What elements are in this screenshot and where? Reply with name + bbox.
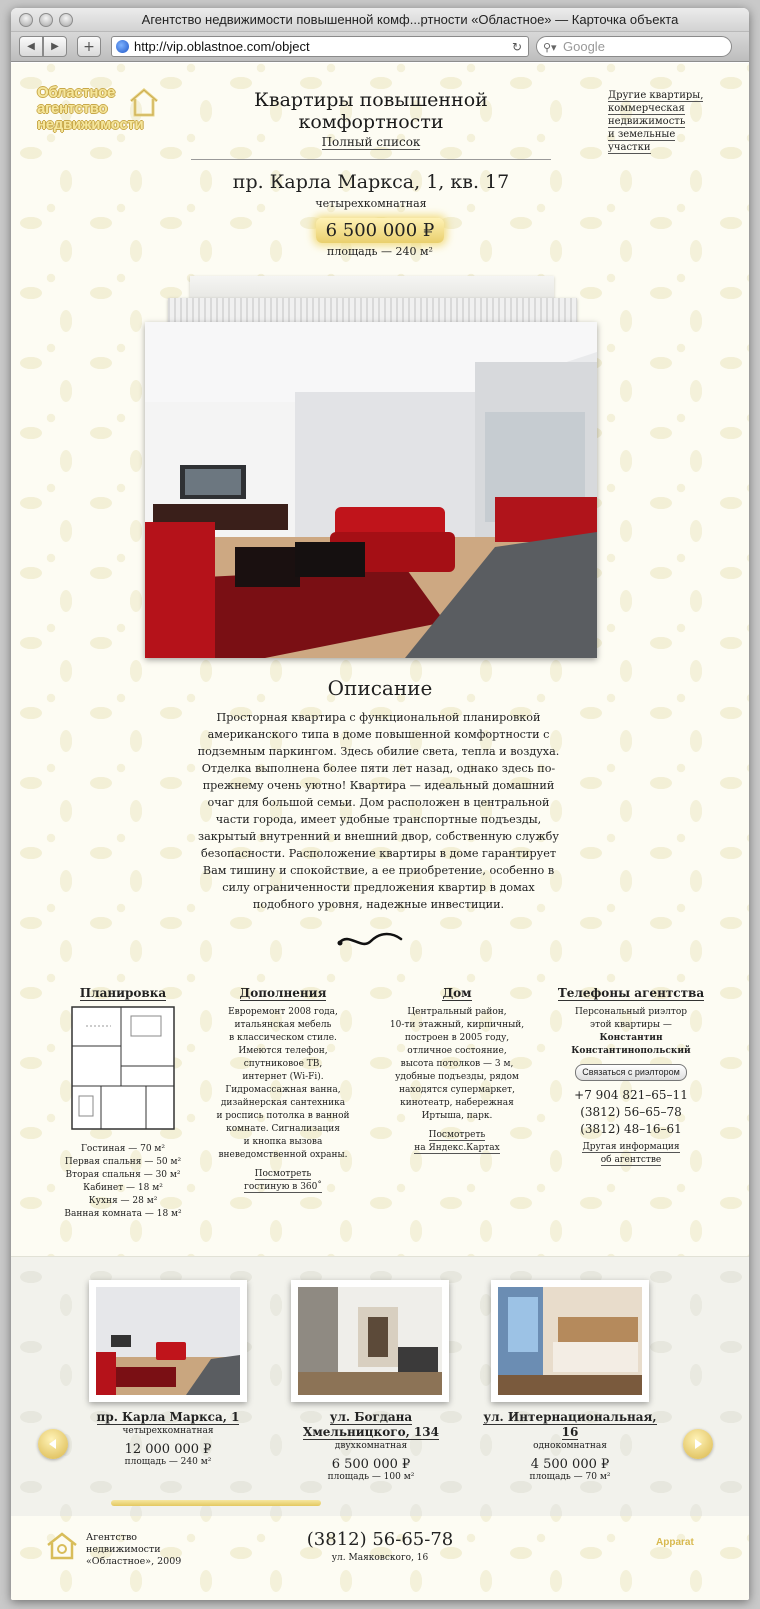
back-button[interactable] bbox=[19, 36, 43, 57]
yandex-maps-link[interactable] bbox=[377, 1129, 537, 1155]
main-photo[interactable] bbox=[145, 322, 597, 658]
footer-phone: (3812) 56-65-78 bbox=[306, 1529, 454, 1550]
living-room-image bbox=[145, 322, 597, 658]
reload-icon[interactable]: ↻ bbox=[511, 40, 522, 54]
description-title: Описание bbox=[327, 676, 433, 700]
browser-window bbox=[11, 8, 749, 1600]
url-text: http://vip.oblastnoe.com/object bbox=[134, 39, 310, 54]
phone-number: (3812) 56–65–78 bbox=[580, 1105, 682, 1119]
globe-icon bbox=[116, 40, 129, 53]
house-line: кинотеатр, набережная bbox=[400, 1098, 514, 1108]
plan-room: Вторая спальня — 30 м² bbox=[65, 1170, 181, 1180]
browser-toolbar bbox=[11, 32, 749, 62]
add-bookmark-button[interactable] bbox=[77, 36, 101, 57]
view-360-link-line: гостиную в 360˚ bbox=[244, 1182, 322, 1192]
realtor-name-line: Константин bbox=[599, 1033, 663, 1043]
footer-agency-line: Агентство bbox=[86, 1532, 138, 1543]
plan-column bbox=[43, 987, 203, 1221]
arrow-right-icon bbox=[692, 1438, 704, 1450]
side-link-line: Другие квартиры, bbox=[608, 90, 704, 101]
carousel-prev-button[interactable] bbox=[38, 1429, 68, 1459]
card-title: пр. Карла Маркса, 1 bbox=[96, 1410, 240, 1424]
agency-info-link-line: об агентстве bbox=[600, 1155, 662, 1165]
web-page bbox=[11, 63, 749, 1600]
side-link-line: недвижимость bbox=[608, 116, 686, 127]
carousel-card-2[interactable] bbox=[281, 1410, 461, 1482]
card-area: площадь — 100 м² bbox=[327, 1472, 415, 1482]
search-placeholder: Google bbox=[563, 39, 605, 54]
extras-line: интернет (Wi-Fi). bbox=[242, 1072, 324, 1082]
plan-title: Планировка bbox=[79, 986, 167, 1000]
forward-button[interactable] bbox=[43, 36, 67, 57]
carousel-next-button[interactable] bbox=[683, 1429, 713, 1459]
plan-room: Ванная комната — 18 м² bbox=[64, 1209, 182, 1219]
realtor-line: Персональный риэлтор bbox=[574, 1007, 688, 1017]
carousel-scrollbar[interactable] bbox=[111, 1500, 321, 1506]
extras-line: дизайнерская сантехника bbox=[220, 1098, 346, 1108]
carousel-card-1[interactable] bbox=[78, 1410, 258, 1467]
extras-line: вневедомственной охраны. bbox=[218, 1150, 348, 1160]
house-line: удобные подъезды, рядом bbox=[395, 1072, 519, 1082]
carousel-thumb-1[interactable] bbox=[89, 1280, 247, 1402]
extras-line: Имеются телефон, bbox=[238, 1046, 328, 1056]
thumb-image-living-room bbox=[96, 1287, 240, 1395]
arrow-left-icon bbox=[47, 1438, 59, 1450]
flourish-ornament-icon bbox=[335, 929, 405, 951]
plan-room: Кухня — 28 м² bbox=[88, 1196, 158, 1206]
extras-line: спутниковое ТВ, bbox=[243, 1059, 323, 1069]
card-price: 4 500 000 ₽ bbox=[530, 1457, 610, 1472]
extras-line: и роспись потолка в ванной bbox=[216, 1111, 350, 1121]
card-rooms: однокомнатная bbox=[533, 1441, 607, 1451]
extras-line: Евроремонт 2008 года, bbox=[228, 1007, 338, 1017]
house-line: Центральный район, bbox=[407, 1007, 507, 1017]
house-line: Иртыша, парк. bbox=[421, 1111, 493, 1121]
house-line: построен в 2005 году, bbox=[404, 1033, 510, 1043]
object-rooms: четырехкомнатная bbox=[315, 197, 427, 210]
phone-number: (3812) 48–16–61 bbox=[580, 1122, 682, 1136]
address-bar[interactable] bbox=[111, 36, 529, 57]
side-link-line: и земельные bbox=[608, 129, 676, 140]
logo-line-2: агентство bbox=[37, 100, 108, 117]
contact-realtor-button[interactable]: Связаться с риэлтором bbox=[575, 1064, 687, 1081]
contacts-title: Телефоны агентства bbox=[557, 986, 705, 1000]
contacts-column bbox=[551, 987, 711, 1167]
view-360-link[interactable] bbox=[203, 1168, 363, 1194]
header-divider bbox=[191, 159, 551, 160]
other-properties-link[interactable] bbox=[608, 89, 718, 154]
object-address: пр. Карла Маркса, 1, кв. 17 bbox=[232, 171, 510, 193]
extras-line: и кнопка вызова bbox=[243, 1137, 323, 1147]
title-bar bbox=[11, 8, 749, 32]
agency-logo[interactable] bbox=[37, 85, 162, 143]
plus-icon: + bbox=[83, 38, 95, 55]
extras-column bbox=[203, 987, 363, 1194]
plan-room: Кабинет — 18 м² bbox=[83, 1183, 163, 1193]
floor-plan-image[interactable] bbox=[71, 1006, 175, 1130]
realtor-line: этой квартиры — bbox=[590, 1020, 672, 1030]
zoom-window-button[interactable] bbox=[59, 13, 73, 27]
full-list-link[interactable]: Полный список bbox=[321, 135, 421, 149]
yandex-maps-link-line: на Яндекс.Картах bbox=[414, 1143, 500, 1153]
extras-line: итальянская мебель bbox=[234, 1020, 332, 1030]
house-icon bbox=[129, 87, 159, 119]
description-text: Просторная квартира с функциональной планировкой американского типа в доме повышенной комфортности с подземным паркингом. Здесь обилие света, тепла и воздуха. Отделка выполнена более пяти лет назад, однако здесь по-прежнему очень уютно! Квартира — идеальный домашний очаг для большой семьи. Дом расположен в центральной части города, имеет удобные транспортные подъезды, закрытый внутренний и внешний двор, собственную службу безопасности. Расположение квартиры в доме гарантирует Вам тишину и спокойствие, а ее приобретение, особенно в силу ограниченности предложения квартир в домах подобного уровня, надежные инвестиции. bbox=[197, 711, 560, 911]
close-window-button[interactable] bbox=[19, 13, 33, 27]
plan-room: Гостиная — 70 м² bbox=[80, 1144, 166, 1154]
forward-arrow-icon: ▶ bbox=[51, 41, 59, 52]
view-360-link-line: Посмотреть bbox=[254, 1169, 312, 1179]
footer-agency-line: «Областное», 2009 bbox=[86, 1556, 182, 1567]
search-icon: ⚲▾ bbox=[543, 41, 557, 54]
logo-line-3: недвижимости bbox=[37, 116, 144, 133]
minimize-window-button[interactable] bbox=[39, 13, 53, 27]
object-area: площадь — 240 м² bbox=[327, 245, 433, 258]
house-line: отличное состояние, bbox=[407, 1046, 507, 1056]
house-title: Дом bbox=[442, 986, 472, 1000]
card-price: 6 500 000 ₽ bbox=[331, 1457, 411, 1472]
house-line: высота потолков — 3 м, bbox=[400, 1059, 514, 1069]
card-rooms: четырехкомнатная bbox=[122, 1426, 214, 1436]
extras-line: в классическом стиле. bbox=[229, 1033, 337, 1043]
thumb-image-hallway bbox=[298, 1287, 442, 1395]
house-column bbox=[377, 987, 537, 1155]
card-area: площадь — 240 м² bbox=[124, 1457, 212, 1467]
full-list-wrap bbox=[191, 135, 551, 149]
side-link-line: участки bbox=[608, 142, 651, 153]
price-wrap bbox=[11, 218, 749, 243]
plan-room: Первая спальня — 50 м² bbox=[64, 1157, 182, 1167]
extras-line: комнате. Сигнализация bbox=[226, 1124, 340, 1134]
footer-agency-line: недвижимости bbox=[86, 1544, 161, 1555]
agency-info-link-line: Другая информация bbox=[582, 1142, 680, 1152]
window-title: Агентство недвижимости повышенной комф...ртности «Областное» — Карточка объекта bbox=[141, 12, 679, 27]
house-line: 10-ти этажный, кирпичный, bbox=[389, 1020, 525, 1030]
page-title: Квартиры повышенной комфортности bbox=[254, 89, 488, 133]
agency-info-link[interactable] bbox=[551, 1141, 711, 1167]
object-price: 6 500 000 ₽ bbox=[316, 218, 445, 243]
extras-title: Дополнения bbox=[239, 986, 327, 1000]
logo-line-1: Областное bbox=[37, 84, 115, 101]
studio-credit-link[interactable]: Apparat bbox=[656, 1537, 694, 1548]
house-line: находятся супермаркет, bbox=[399, 1085, 515, 1095]
card-price: 12 000 000 ₽ bbox=[124, 1442, 212, 1457]
carousel-card-3[interactable] bbox=[480, 1410, 660, 1482]
card-area: площадь — 70 м² bbox=[529, 1472, 611, 1482]
carousel-thumb-2[interactable] bbox=[291, 1280, 449, 1402]
back-arrow-icon: ◀ bbox=[27, 41, 35, 52]
search-field[interactable] bbox=[536, 36, 732, 57]
card-title: ул. Богдана Хмельницкого, 134 bbox=[303, 1410, 439, 1439]
extras-line: Гидромассажная ванна, bbox=[225, 1085, 341, 1095]
card-rooms: двухкомнатная bbox=[334, 1441, 408, 1451]
phone-number: +7 904 821–65–11 bbox=[574, 1088, 688, 1102]
realtor-name-line: Константинопольский bbox=[571, 1046, 691, 1056]
footer-address: ул. Маяковского, 16 bbox=[331, 1553, 429, 1563]
carousel-thumb-3[interactable] bbox=[491, 1280, 649, 1402]
card-title: ул. Интернациональная, 16 bbox=[483, 1410, 657, 1439]
yandex-maps-link-line: Посмотреть bbox=[428, 1130, 486, 1140]
thumb-image-bedroom bbox=[498, 1287, 642, 1395]
side-link-line: коммерческая bbox=[608, 103, 685, 114]
